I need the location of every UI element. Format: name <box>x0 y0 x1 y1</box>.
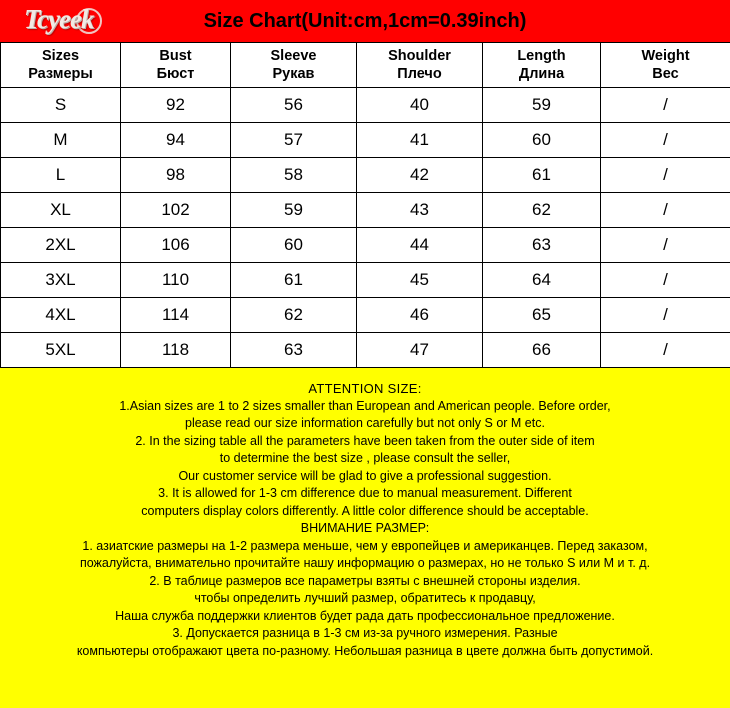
cell-bust: 110 <box>121 263 231 298</box>
cell-weight: / <box>601 88 730 123</box>
attention-line-ru-5: Наша служба поддержки клиентов будет рада дать профессиональное предложение. <box>10 608 720 626</box>
cell-length: 59 <box>483 88 601 123</box>
cell-shoulder: 45 <box>357 263 483 298</box>
attention-line-en-4: to determine the best size , please consult the seller, <box>10 450 720 468</box>
cell-sleeve: 58 <box>231 158 357 193</box>
cell-shoulder: 40 <box>357 88 483 123</box>
attention-title: ATTENTION SIZE: <box>10 380 720 398</box>
cell-bust: 118 <box>121 333 231 368</box>
cell-length: 63 <box>483 228 601 263</box>
cell-size: 4XL <box>1 298 121 333</box>
cell-shoulder: 41 <box>357 123 483 158</box>
table-row <box>1 333 730 368</box>
table-row <box>1 158 730 193</box>
attention-line-en-5: Our customer service will be glad to give a professional suggestion. <box>10 468 720 486</box>
size-table <box>0 42 730 368</box>
cell-length: 64 <box>483 263 601 298</box>
header-band <box>0 0 730 42</box>
column-header-bust <box>121 43 231 88</box>
cell-length: 60 <box>483 123 601 158</box>
page-title: Size Chart(Unit:cm,1cm=0.39inch) <box>0 0 730 42</box>
column-header-size <box>1 43 121 88</box>
cell-shoulder: 43 <box>357 193 483 228</box>
cell-bust: 98 <box>121 158 231 193</box>
cell-shoulder: 42 <box>357 158 483 193</box>
column-header-size-en: Sizes <box>5 47 116 65</box>
cell-sleeve: 63 <box>231 333 357 368</box>
cell-weight: / <box>601 193 730 228</box>
column-header-shoulder-en: Shoulder <box>361 47 478 65</box>
attention-line-ru-3: 2. В таблице размеров все параметры взяты с внешней стороны изделия. <box>10 573 720 591</box>
attention-line-en-7: computers display colors differently. A little color difference should be acceptable. <box>10 503 720 521</box>
cell-bust: 102 <box>121 193 231 228</box>
cell-sleeve: 61 <box>231 263 357 298</box>
table-row <box>1 228 730 263</box>
column-header-shoulder-ru: Плечо <box>361 65 478 83</box>
cell-sleeve: 62 <box>231 298 357 333</box>
column-header-bust-ru: Бюст <box>125 65 226 83</box>
cell-sleeve: 57 <box>231 123 357 158</box>
cell-weight: / <box>601 123 730 158</box>
column-header-length-en: Length <box>487 47 596 65</box>
attention-line-ru-2: пожалуйста, внимательно прочитайте нашу информацию о размерах, но не только S или M и т. д. <box>10 555 720 573</box>
cell-bust: 114 <box>121 298 231 333</box>
cell-sleeve: 56 <box>231 88 357 123</box>
cell-size: 3XL <box>1 263 121 298</box>
attention-line-en-6: 3. It is allowed for 1-3 cm difference due to manual measurement. Different <box>10 485 720 503</box>
cell-shoulder: 47 <box>357 333 483 368</box>
attention-line-ru-1: 1. азиатские размеры на 1-2 размера меньше, чем у европейцев и американцев. Перед заказом, <box>10 538 720 556</box>
column-header-shoulder <box>357 43 483 88</box>
column-header-weight-en: Weight <box>605 47 726 65</box>
cell-bust: 94 <box>121 123 231 158</box>
cell-weight: / <box>601 228 730 263</box>
cell-length: 61 <box>483 158 601 193</box>
attention-panel <box>0 368 730 708</box>
cell-size: XL <box>1 193 121 228</box>
attention-line-ru-4: чтобы определить лучший размер, обратитесь к продавцу, <box>10 590 720 608</box>
attention-title-ru: ВНИМАНИЕ РАЗМЕР: <box>10 520 720 538</box>
cell-length: 62 <box>483 193 601 228</box>
attention-line-en-3: 2. In the sizing table all the parameters have been taken from the outer side of item <box>10 433 720 451</box>
column-header-length-ru: Длина <box>487 65 596 83</box>
cell-size: S <box>1 88 121 123</box>
cell-bust: 92 <box>121 88 231 123</box>
column-header-sleeve-en: Sleeve <box>235 47 352 65</box>
table-row <box>1 298 730 333</box>
cell-shoulder: 46 <box>357 298 483 333</box>
cell-shoulder: 44 <box>357 228 483 263</box>
cell-size: 2XL <box>1 228 121 263</box>
column-header-sleeve-ru: Рукав <box>235 65 352 83</box>
column-header-size-ru: Размеры <box>5 65 116 83</box>
cell-weight: / <box>601 298 730 333</box>
cell-sleeve: 59 <box>231 193 357 228</box>
attention-line-ru-6: 3. Допускается разница в 1-3 см из-за ручного измерения. Разные <box>10 625 720 643</box>
cell-length: 66 <box>483 333 601 368</box>
cell-size: 5XL <box>1 333 121 368</box>
column-header-length <box>483 43 601 88</box>
column-header-weight <box>601 43 730 88</box>
table-header-row <box>1 43 730 88</box>
cell-size: M <box>1 123 121 158</box>
column-header-bust-en: Bust <box>125 47 226 65</box>
table-row <box>1 193 730 228</box>
cell-sleeve: 60 <box>231 228 357 263</box>
cell-weight: / <box>601 333 730 368</box>
cell-size: L <box>1 158 121 193</box>
table-row <box>1 123 730 158</box>
attention-line-en-2: please read our size information carefully but not only S or M etc. <box>10 415 720 433</box>
cell-length: 65 <box>483 298 601 333</box>
table-row <box>1 88 730 123</box>
brand-logo: Tcyeek <box>24 4 93 35</box>
cell-weight: / <box>601 263 730 298</box>
column-header-weight-ru: Вес <box>605 65 726 83</box>
attention-line-ru-7: компьютеры отображают цвета по-разному. Небольшая разница в цвете должна быть допустимой. <box>10 643 720 661</box>
table-row <box>1 263 730 298</box>
cell-weight: / <box>601 158 730 193</box>
cell-bust: 106 <box>121 228 231 263</box>
attention-line-en-1: 1.Asian sizes are 1 to 2 sizes smaller than European and American people. Before order, <box>10 398 720 416</box>
column-header-sleeve <box>231 43 357 88</box>
